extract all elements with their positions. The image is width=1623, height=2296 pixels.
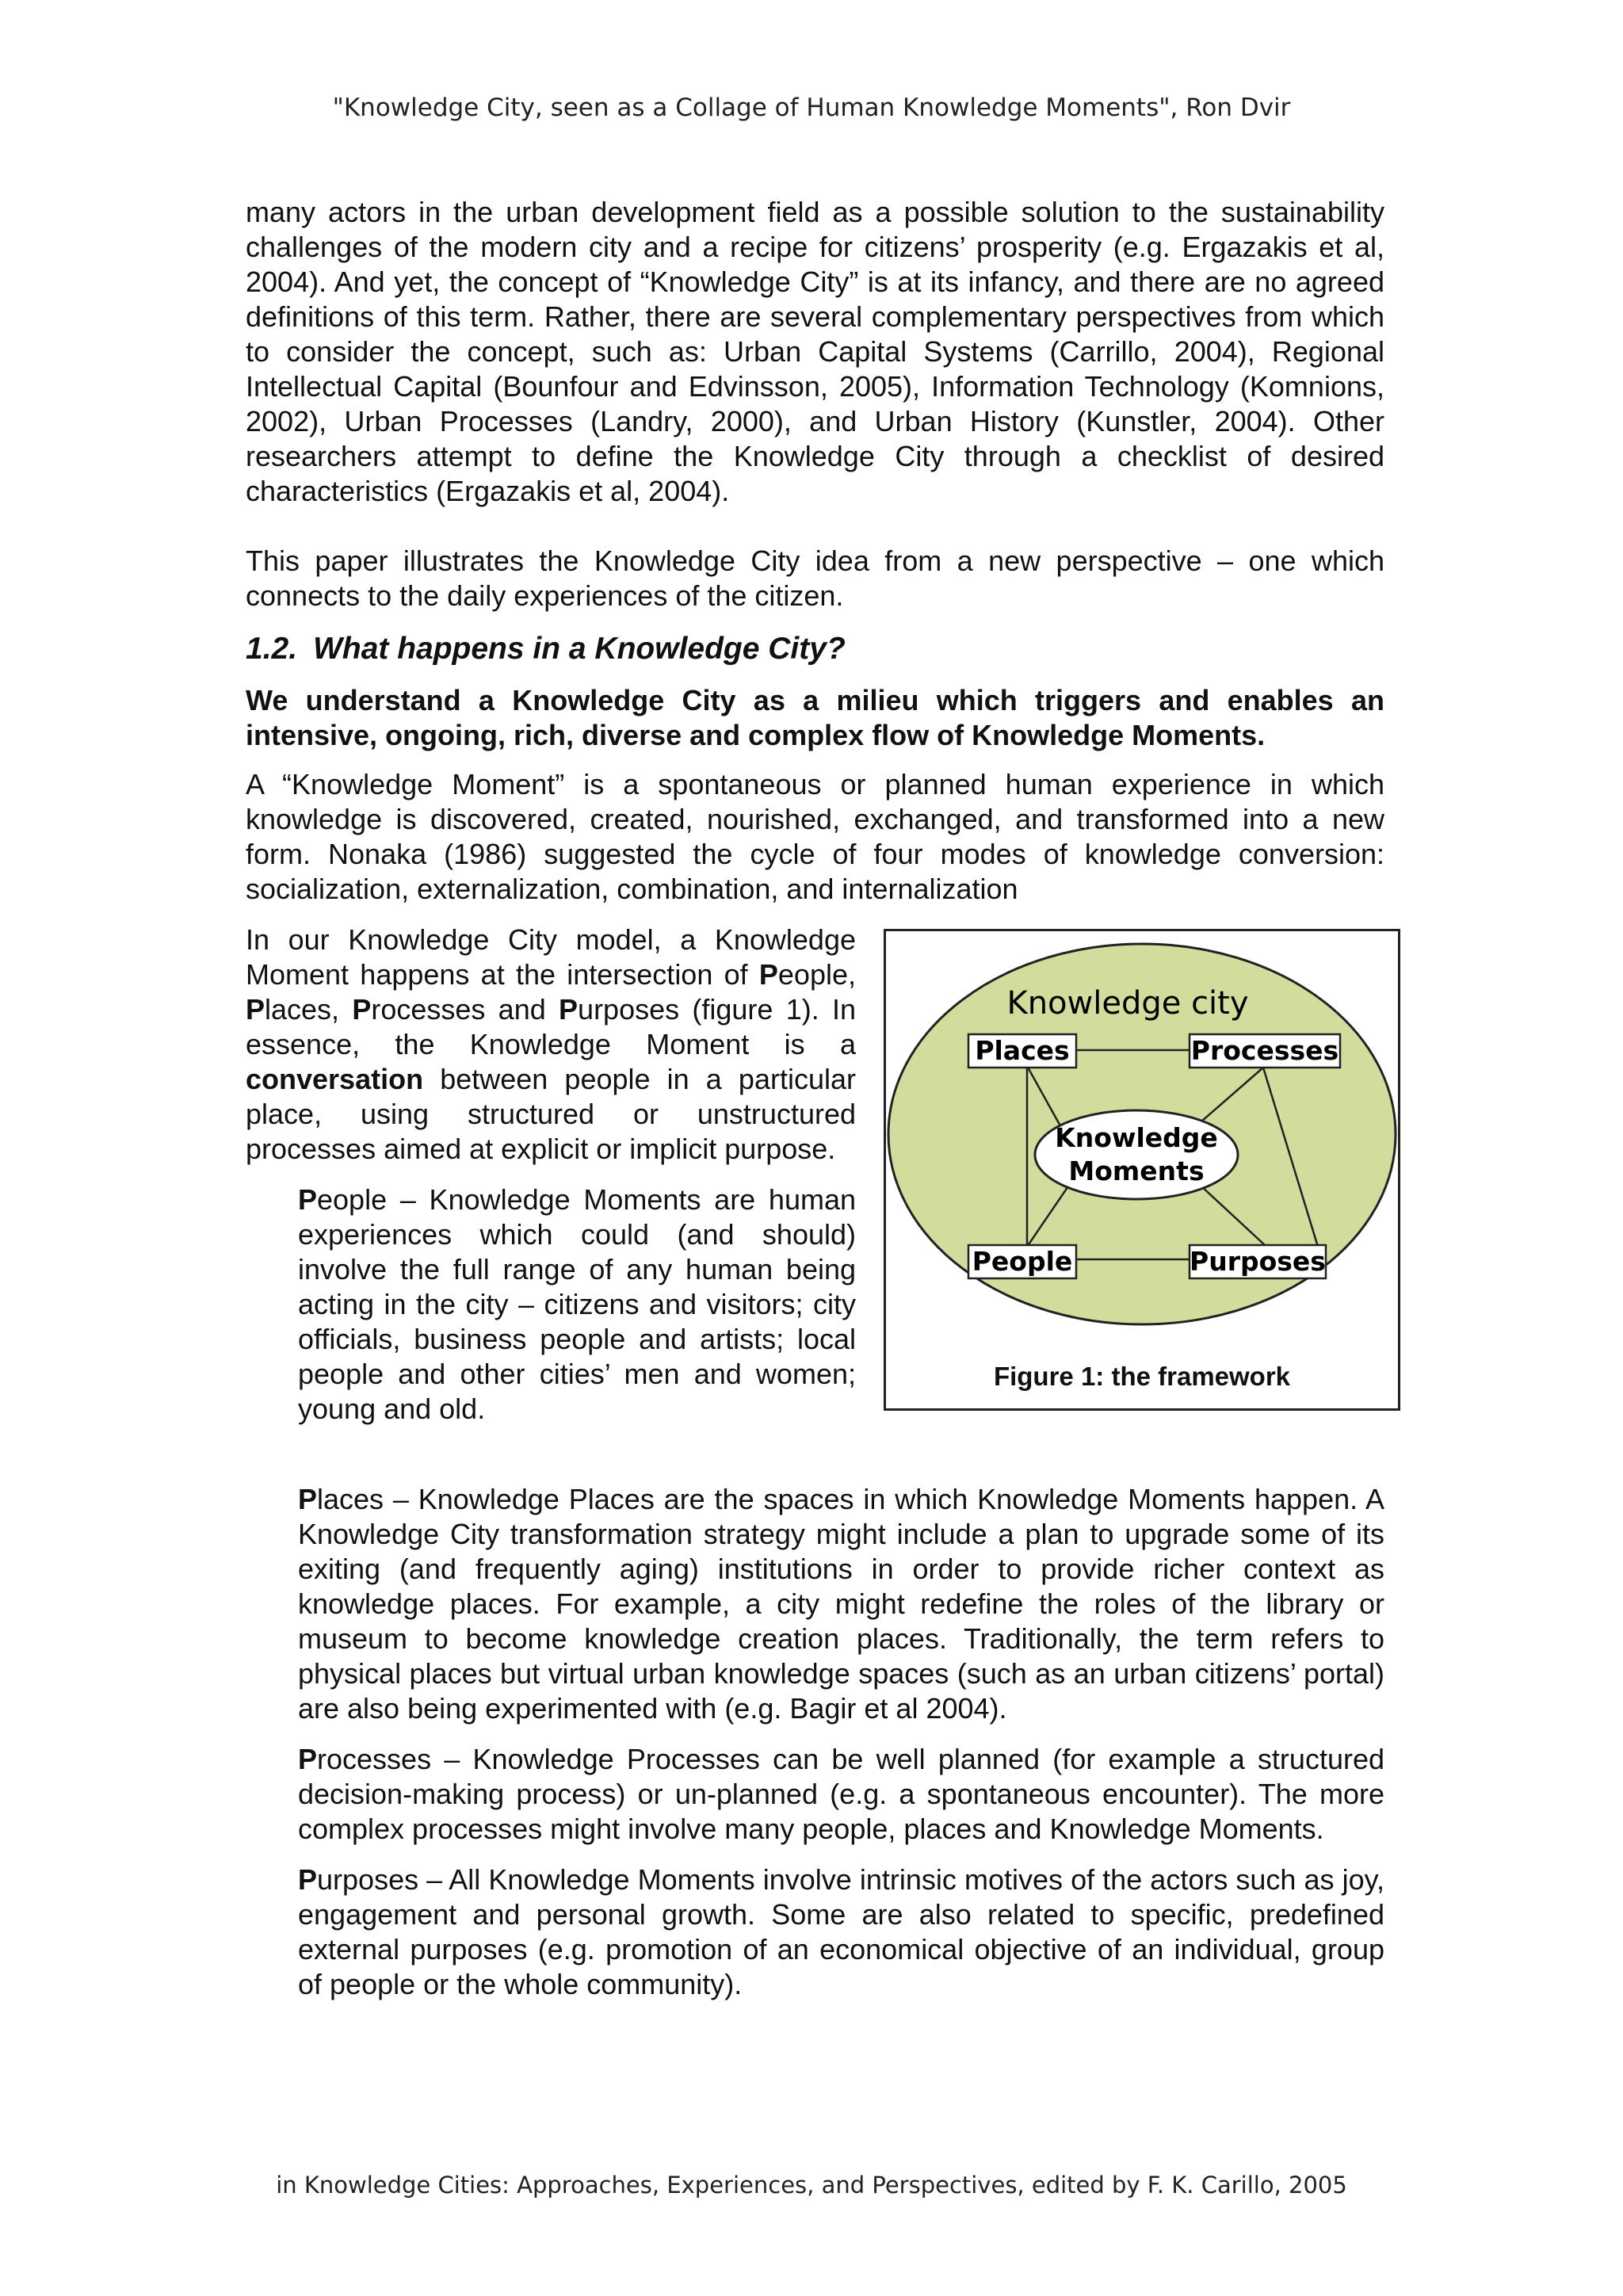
initial-processes: P — [352, 993, 372, 1026]
model-text-purposes: urposes (figure 1). In essence, the Knowledge Moment is a — [246, 993, 857, 1060]
page-body — [246, 195, 1384, 2002]
running-header: "Knowledge City, seen as a Collage of Human Knowledge Moments", Ron Dvir — [332, 94, 1291, 122]
initial-places: P — [246, 993, 265, 1026]
model-text-start: In our Knowledge City model, a Knowledge Moment happens at the intersection of — [246, 923, 856, 991]
processes-node: Processes — [1190, 1035, 1339, 1066]
figure-title: Knowledge city — [1006, 985, 1249, 1022]
purposes-node: Purposes — [1190, 1246, 1326, 1277]
section-title: What happens in a Knowledge City? — [313, 632, 846, 666]
paragraph-places — [298, 1482, 1384, 1726]
initial-people: P — [758, 958, 778, 991]
paragraph-intro: many actors in the urban development field as a possible solution to the sustainability challenges of the modern city and a recipe for citizens’ prosperity (e.g. Ergazakis et al, 2004). And yet, the concept of “Knowledge City” is at its infancy, and there are no agreed definitions of this term. Rather, there are several complementary perspectives from which to consider the concept, such as: Urban Capital Systems (Carrillo, 2004), Regional Intellectual Capital (Bounfour and Edvinsson, 2005), Information Technology (Komnions, 2002), Urban Processes (Landry, 2000), and Urban History (Kunstler, 2004). Other researchers attempt to define the Knowledge City through a checklist of desired characteristics (Ergazakis et al, 2004). — [246, 196, 1384, 507]
framework-diagram — [886, 931, 1398, 1408]
lead-statement: We understand a Knowledge City as a milieu which triggers and enables an intensive, ongoing, rich, diverse and complex flow of Knowledge Moments. — [246, 684, 1384, 751]
model-text-processes: rocesses and — [371, 993, 559, 1026]
wrapped-text-column — [246, 923, 856, 1427]
paragraph-model — [246, 923, 856, 1167]
center-label-line2: Moments — [1068, 1156, 1205, 1186]
model-text-end: between people in a particular place, using structured or unstructured processes aimed at explicit or implicit purpose. — [246, 1063, 856, 1165]
keyword-conversation: conversation — [246, 1063, 424, 1095]
paragraph-perspective: This paper illustrates the Knowledge City idea from a new perspective – one which connects to the daily experiences of the citizen. — [246, 544, 1384, 612]
paragraph-processes — [298, 1742, 1384, 1847]
processes-initial: P — [298, 1743, 318, 1775]
model-text-places: laces, — [265, 993, 353, 1026]
figure-wrap-area — [246, 923, 1384, 1466]
figure-1-framework — [884, 929, 1400, 1411]
paragraph-people — [298, 1182, 856, 1427]
purposes-text: urposes – All Knowledge Moments involve intrinsic motives of the actors such as joy, engagement and personal growth. Some are also related to specific, predefined external purposes (e.g. promotion of an economical objective of an individual, group of people or the whole community). — [298, 1863, 1384, 2000]
people-node: People — [972, 1246, 1073, 1277]
places-initial: P — [298, 1483, 318, 1515]
paragraph-purposes — [298, 1862, 1384, 2002]
model-text-people: eople, — [777, 958, 856, 991]
places-text: laces – Knowledge Places are the spaces in which Knowledge Moments happen. A Knowledge City transformation strategy might include a plan to upgrade some of its exiting (and frequently aging) institutions in order to provide richer context as knowledge places. For example, a city might redefine the roles of the library or museum to become knowledge creation places. Traditionally, the term refers to physical places but virtual urban knowledge spaces (such as an urban citizens’ portal) are also being experimented with (e.g. Bagir et al 2004). — [298, 1483, 1384, 1725]
section-number: 1.2. — [246, 632, 298, 666]
purposes-initial: P — [298, 1863, 318, 1896]
initial-purposes: P — [559, 993, 579, 1026]
section-heading — [246, 631, 1384, 667]
people-text: eople – Knowledge Moments are human experiences which could (and should) involve the full range of any human being acting in the city – citizens and visitors; city officials, business people and artists; local people and other cities’ men and women; young and old. — [298, 1183, 856, 1425]
people-initial: P — [298, 1183, 318, 1216]
center-label-line1: Knowledge — [1055, 1122, 1218, 1153]
processes-text: rocesses – Knowledge Processes can be well planned (for example a structured decision-making process) or un-planned (e.g. a spontaneous encounter). The more complex processes might involve many people, places and Knowledge Moments. — [298, 1743, 1384, 1845]
figure-caption: Figure 1: the framework — [993, 1362, 1291, 1391]
page-footer: in Knowledge Cities: Approaches, Experiences, and Perspectives, edited by F. K. Carillo, 2005 — [276, 2172, 1347, 2199]
places-node: Places — [975, 1035, 1070, 1066]
paragraph-knowledge-moment: A “Knowledge Moment” is a spontaneous or planned human experience in which knowledge is discovered, created, nourished, exchanged, and transformed into a new form. Nonaka (1986) suggested the cycle of four modes of knowledge conversion: socialization, externalization, combination, and internalization — [246, 768, 1384, 905]
